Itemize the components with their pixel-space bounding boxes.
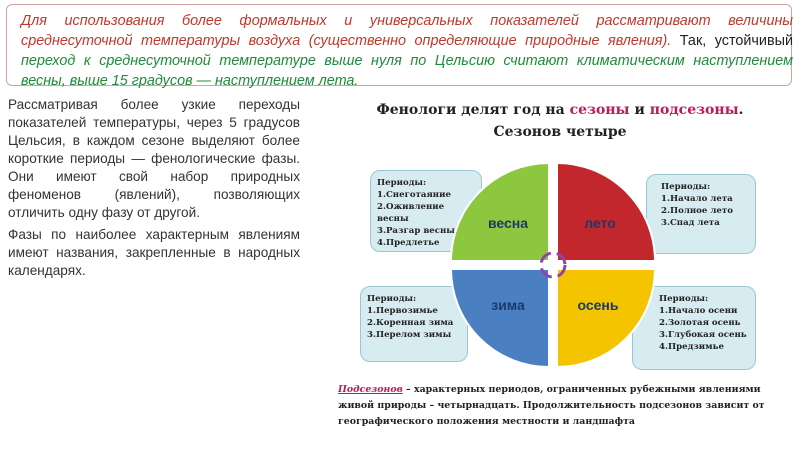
winter-quadrant xyxy=(451,269,549,367)
title-subseasons: подсезоны xyxy=(649,102,739,118)
season-label-winter: зима xyxy=(491,297,525,313)
autumn-periods-title: Периоды: xyxy=(659,294,709,304)
summer-period-item: 3.Спад лета xyxy=(661,218,720,228)
autumn-period-item: 4.Предзимье xyxy=(659,342,724,352)
summer-period-item: 2.Полное лето xyxy=(661,206,733,216)
left-paragraph-1: Рассматривая более узкие переходы показателей температуры, через 5 градусов Цельсия, в каждом сезоне выделяют более короткие периоды — фенологические фазы. Они имеют свой набор природных феноменов (явлений), позволяющих отличить одну фазу от другой. xyxy=(8,97,300,220)
seasons-circle xyxy=(448,160,658,370)
season-label-spring: весна xyxy=(487,215,529,231)
winter-period-item: 3.Перелом зимы xyxy=(367,330,452,340)
title-dot: . xyxy=(738,102,744,118)
title-seasons: сезоны xyxy=(569,102,630,118)
winter-period-item: 2.Коренная зима xyxy=(367,318,454,328)
summer-periods-title: Периоды: xyxy=(661,182,711,192)
intro-green-text: переход к среднесуточной температуре выше нуля по Цельсию считают климатическим наступлением весны, выше 15 градусов — наступлением лета. xyxy=(21,53,793,89)
left-column-text xyxy=(8,96,300,280)
autumn-period-item: 1.Начало осени xyxy=(659,306,738,316)
seasons-figure xyxy=(330,94,790,444)
season-label-autumn: осень xyxy=(577,297,619,313)
winter-periods-title: Периоды: xyxy=(367,294,417,304)
spring-period-item: 1.Снеготаяние xyxy=(377,190,451,200)
title-and: и xyxy=(629,102,650,118)
intro-plain-text: Так, устойчивый xyxy=(671,33,793,49)
spring-periods-title: Периоды: xyxy=(377,178,427,188)
figure-title-line-1 xyxy=(330,102,790,118)
spring-quadrant xyxy=(451,163,549,261)
spring-period-item: 4.Предлетье xyxy=(377,238,440,248)
autumn-period-item: 3.Глубокая осень xyxy=(659,330,747,340)
spring-period-item: 2.Оживление весны xyxy=(377,202,445,224)
autumn-period-item: 2.Золотая осень xyxy=(659,318,741,328)
summer-period-item: 1.Начало лета xyxy=(661,194,733,204)
left-paragraph-2: Фазы по наиболее характерным явлениям имеют названия, закрепленные в народных календарях. xyxy=(8,227,300,278)
winter-period-item: 1.Первозимье xyxy=(367,306,438,316)
intro-box xyxy=(6,4,793,89)
intro-red-text: Для использования более формальных и универсальных показателей рассматривают величины среднесуточной температуры воздуха (существенно определяющие природные явления). xyxy=(21,13,793,49)
intro-paragraph xyxy=(21,11,793,91)
subseasons-note xyxy=(338,382,768,430)
season-label-summer: лето xyxy=(584,215,616,231)
summer-periods-box xyxy=(646,174,756,254)
subseasons-text: – характерных периодов, ограниченных рубежными явлениями живой природы – четырнадцать. Продолжительность подсезонов зависит от географического положения местности и ландшафта xyxy=(338,384,765,427)
summer-quadrant xyxy=(557,163,655,261)
cycle-arrows-icon xyxy=(541,253,565,277)
figure-title-line-2: Сезонов четыре xyxy=(493,124,627,140)
title-part: Фенологи делят год на xyxy=(376,102,570,118)
subseasons-term: Подсезонов xyxy=(338,384,403,395)
autumn-quadrant xyxy=(557,269,655,367)
spring-period-item: 3.Разгар весны xyxy=(377,226,455,236)
